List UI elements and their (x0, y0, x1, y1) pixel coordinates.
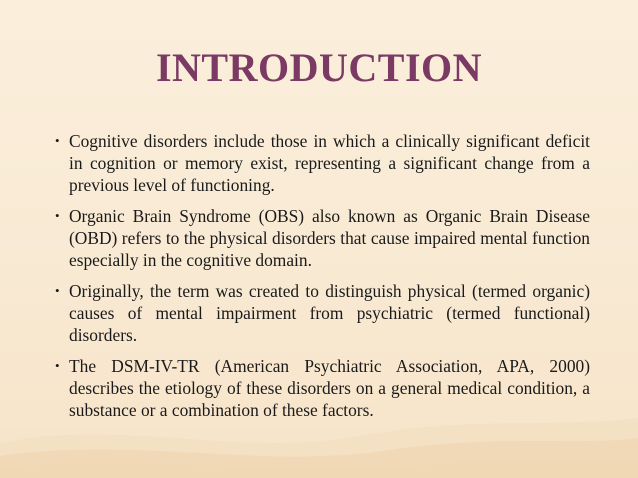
bullet-text: The DSM-IV-TR (American Psychiatric Association, APA, 2000) describes the etiology of these disorders on a general medical condition, a substance or a combination of these factors. (69, 356, 590, 420)
bullet-item (50, 280, 590, 346)
bullet-marker: • (55, 358, 60, 373)
bullet-marker: • (55, 133, 60, 148)
bullet-item (50, 130, 590, 196)
bullet-marker: • (55, 283, 60, 298)
bullet-text: Cognitive disorders include those in which a clinically significant deficit in cognition or memory exist, representing a significant change from a previous level of functioning. (69, 131, 590, 195)
bullet-marker: • (55, 208, 60, 223)
bullet-text: Organic Brain Syndrome (OBS) also known as Organic Brain Disease (OBD) refers to the physical disorders that cause impaired mental function especially in the cognitive domain. (69, 206, 590, 270)
bullet-text: Originally, the term was created to distinguish physical (termed organic) causes of mental impairment from psychiatric (termed functional) disorders. (69, 281, 590, 345)
bullet-item (50, 205, 590, 271)
bullet-item (50, 355, 590, 421)
slide-title: INTRODUCTION (155, 45, 483, 90)
bullet-list (50, 130, 590, 430)
